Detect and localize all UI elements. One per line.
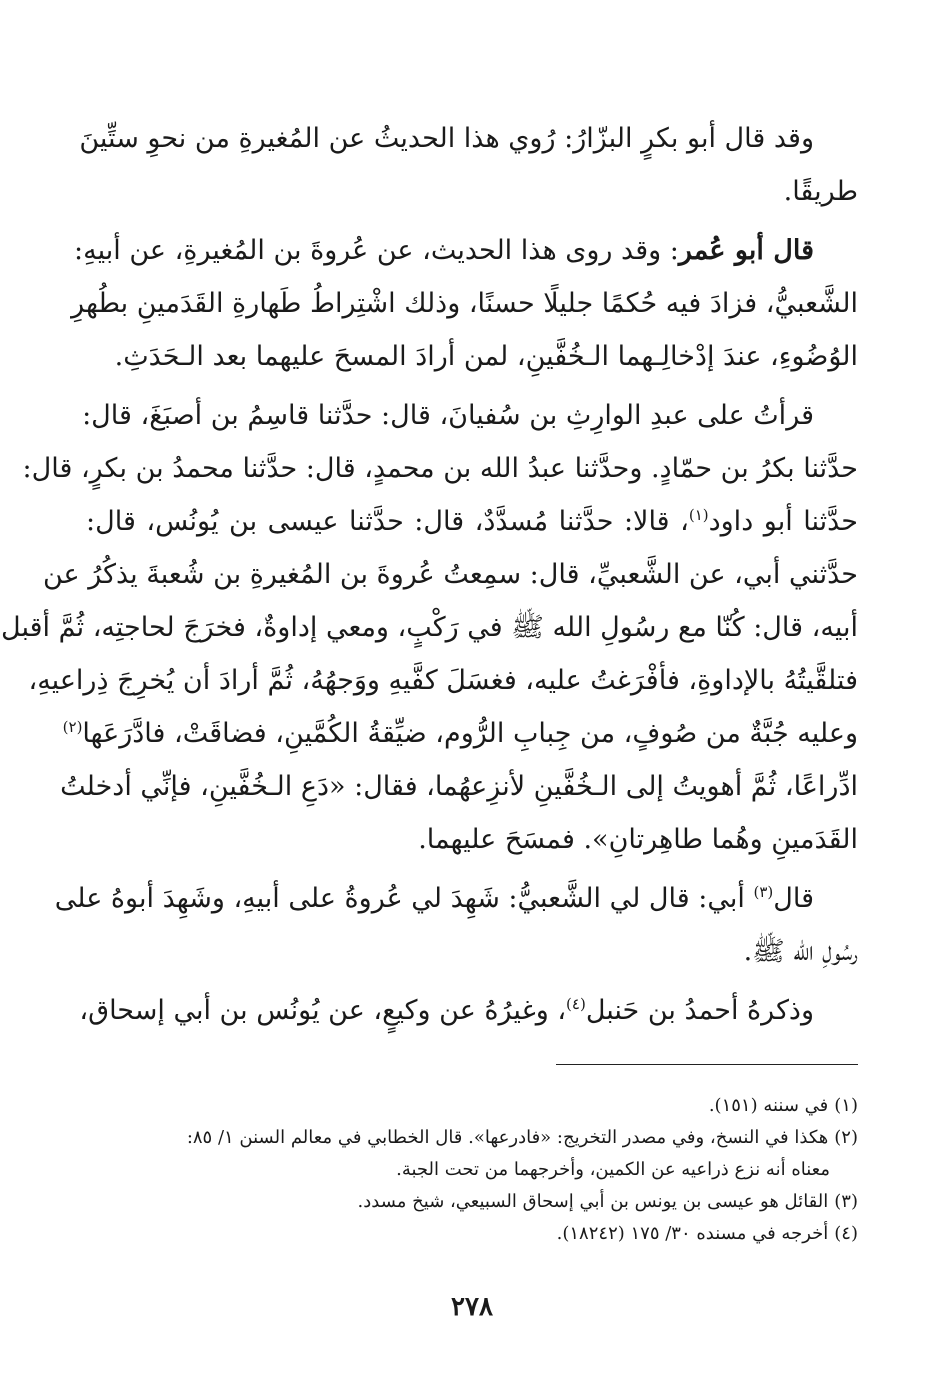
footnote-2 — [86, 1122, 858, 1154]
footnote-ref-1[interactable]: (١) — [688, 506, 709, 524]
footnote-1 — [86, 1090, 858, 1122]
text-line — [79, 984, 858, 1037]
text-line: قرأتُ على عبدِ الوارِثِ بن سُفيانَ، قال: حدَّثنا قاسِمُ بن أصبَغَ، قال: — [82, 400, 814, 431]
footnote-2-continued: معناه أنه نزع ذراعيه عن الكمين، وأخرجهما من تحت الجبة. — [396, 1159, 830, 1180]
footnotes — [86, 1090, 858, 1250]
paragraph-2 — [71, 224, 858, 383]
page-number: ٢٧٨ — [451, 1292, 493, 1322]
footnote-number: (٢) — [834, 1127, 858, 1148]
book-page — [1, 112, 858, 1362]
footnote-text: القائل هو عيسى بن يونس بن أبي إسحاق السبيعي، شيخ مسدد. — [357, 1191, 829, 1212]
paragraph-5 — [79, 984, 858, 1037]
text-line: وقد قال أبو بكرٍ البزّارُ: رُوي هذا الحديثُ عن المُغيرةِ من نحوِ ستِّينَ — [79, 123, 814, 154]
text-segment: وذكرهُ أحمدُ بن حَنبل — [585, 995, 814, 1026]
footnote-ref-3[interactable]: (٣) — [753, 883, 774, 901]
footnote-number: (١) — [834, 1095, 858, 1116]
text-segment: : وقد روى هذا الحديث، عن عُروةَ بن المُغيرةِ، عن أبيهِ: — [74, 235, 679, 266]
text-line: الشَّعبيُّ، فزادَ فيه حُكمًا جليلًا حسنًا، وذلك اشْتِراطُ طَهارةِ القَدَمينِ بطُهرِ — [71, 288, 858, 319]
footnote-separator — [556, 1064, 858, 1065]
text-segment: حدَّثنا أبو داود — [708, 506, 858, 537]
text-line: أبيه، قال: كُنّا مع رسُولِ الله ﷺ في رَكْبٍ، ومعي إداوةٌ، فخرَجَ لحاجتِه، ثُمَّ أقبل — [1, 612, 858, 643]
paragraph-4 — [54, 872, 858, 978]
main-text — [1, 112, 858, 1037]
footnote-text: هكذا في النسخ، وفي مصدر التخريج: «فادرعها». قال الخطابي في معالم السنن ١/ ٨٥: — [186, 1127, 829, 1148]
footnote-ref-2[interactable]: (٢) — [62, 718, 83, 736]
text-line: حدَّثنا بكرُ بن حمّادٍ. وحدَّثنا عبدُ الله بن محمدٍ، قال: حدَّثنا محمدُ بن بكرٍ، قال: — [22, 453, 858, 484]
text-line — [74, 224, 858, 277]
footnote-number: (٤) — [834, 1223, 858, 1244]
text-line — [62, 707, 858, 760]
text-line: رسُولِ الله ﷺ. — [743, 936, 858, 967]
footnote-ref-4[interactable]: (٤) — [566, 995, 586, 1013]
speaker-name: قال أبو عُمر — [678, 235, 814, 266]
text-line — [54, 872, 858, 925]
text-segment: وعليه جُبَّةٌ من صُوفٍ، من جِبابِ الرُّوم، ضيِّقةُ الكُمَّينِ، فضاقَتْ، فادَّرَعَها — [82, 718, 858, 749]
text-line: فتلقَّيتُهُ بالإداوةِ، فأفْرَغتُ عليه، فغسَلَ كفَّيهِ ووَجهُهُ، ثُمَّ أرادَ أن يُخرِجَ ذِراعيهِ، — [28, 665, 858, 696]
footnote-3 — [86, 1186, 858, 1218]
text-segment: أبي: قال لي الشَّعبيُّ: شَهِدَ لي عُروةُ على أبيهِ، وشَهِدَ أبوهُ على — [54, 883, 754, 914]
text-line: حدَّثني أبي، عن الشَّعبيِّ، قال: سمِعتُ عُروةَ بن المُغيرةِ بن شُعبةَ يذكُرُ عن — [43, 559, 858, 590]
text-line — [86, 495, 858, 548]
text-line: طريقًا. — [783, 176, 858, 207]
text-segment: قال — [773, 883, 814, 914]
footnote-text: في سننه (١٥١). — [708, 1095, 829, 1116]
footnote-text: أخرجه في مسنده ٣٠/ ١٧٥ (١٨٢٤٢). — [556, 1223, 829, 1244]
paragraph-3 — [1, 389, 858, 866]
text-line: الوُضُوءِ، عندَ إدْخالِـهما الـخُفَّينِ، لمن أرادَ المسحَ عليهما بعد الـحَدَثِ. — [114, 341, 858, 372]
footnote-4 — [86, 1218, 858, 1250]
text-segment: ، وغيرُهُ عن وكيعٍ، عن يُونُس بن أبي إسحاق، — [79, 995, 567, 1026]
text-line: القَدَمينِ وهُما طاهِرتانِ». فمسَحَ عليهما. — [418, 824, 858, 855]
paragraph-1 — [79, 112, 858, 218]
text-segment: ، قالا: حدَّثنا مُسدَّدٌ، قال: حدَّثنا عيسى بن يُونُس، قال: — [86, 506, 689, 537]
footnote-number: (٣) — [834, 1191, 858, 1212]
text-line: ادِّراعًا، ثُمَّ أهويتُ إلى الـخُفَّينِ لأنزِعهُما، فقال: «دَعِ الـخُفَّينِ، فإنِّي أدخلتُ — [60, 771, 858, 802]
